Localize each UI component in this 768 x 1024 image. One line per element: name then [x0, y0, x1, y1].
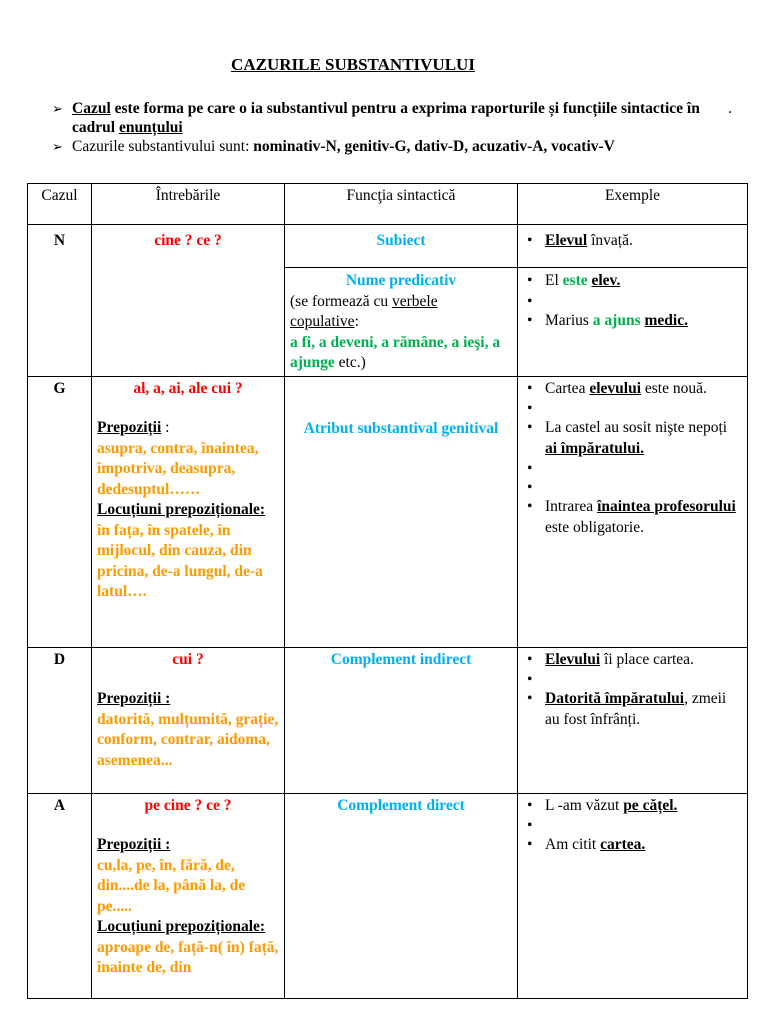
function-atribut: Atribut substantival genitival: [285, 376, 518, 647]
examples-n-subiect: [518, 225, 748, 268]
function-complement-direct: Complement direct: [285, 793, 518, 998]
examples-g: [518, 376, 748, 647]
list-item: • Am citit cartea.: [545, 835, 742, 856]
table-row-d: [28, 647, 748, 793]
prepositions-d: datorită, mulțumită, grație, conform, contrar, aidoma, asemenea...: [97, 710, 279, 769]
questions-a: pe cine ? ce ? Prepoziții : cu,la, pe, în, fără, de, din....de la, până la, de pe..... Locuțiuni prepoziționale: aproape de, față-n( în) față, înainte de, din: [92, 793, 285, 998]
list-item: • La castel au sosit nişte nepoți ai împăratului.: [545, 418, 742, 459]
prepositions-a: cu,la, pe, în, fără, de, din....de la, până la, de pe.....: [97, 856, 246, 915]
case-n: N: [28, 225, 92, 377]
list-item: • Cartea elevului este nouă.: [545, 379, 742, 400]
list-item: • Elevul învață.: [545, 231, 742, 252]
header-intrebarile: Întrebările: [92, 184, 285, 225]
list-item: • El este elev.: [545, 271, 742, 292]
list-item: • Intrarea înaintea profesorului este obligatorie.: [545, 497, 742, 538]
arrow-bullet-icon: ➢: [52, 139, 63, 154]
prepositions-g: asupra, contra, înaintea, împotriva, deasupra, dedesuptul……: [97, 439, 259, 498]
header-functia: Funcţia sintactică: [285, 184, 518, 225]
questions-n: cine ? ce ?: [92, 225, 285, 377]
case-a: A: [28, 793, 92, 998]
locutions-a: aproape de, față-n( în) față, înainte de, din: [97, 938, 279, 976]
list-item: • L -am văzut pe cățel.: [545, 796, 742, 817]
page-title: CAZURILE SUBSTANTIVULUI: [231, 55, 475, 74]
function-complement-indirect: Complement indirect: [285, 647, 518, 793]
locutions-g: în fața, în spatele, în mijlocul, din cauza, din pricina, de-a lungul, de-a latul….: [97, 521, 263, 600]
list-item: • Datorită împăratului, zmeii au fost înfrânți.: [545, 689, 742, 730]
cases-table: [27, 183, 748, 999]
case-d: D: [28, 647, 92, 793]
list-item: • Elevului îi place cartea.: [545, 650, 742, 671]
case-g: G: [28, 376, 92, 647]
intro-bullet-list: ➢ Cazurile substantivului sunt: nominativ-N, genitiv-G, dativ-D, acuzativ-A, vocativ-V: [52, 138, 615, 155]
term-cazul: Cazul: [72, 100, 111, 117]
questions-d: cui ? Prepoziții : datorită, mulțumită, grație, conform, contrar, aidoma, asemenea...: [92, 647, 285, 793]
function-nume-predicativ: Nume predicativ (se formează cu verbele copulative: a fi, a deveni, a rămâne, a ieşi, a ajunge etc.): [285, 268, 518, 377]
examples-n-predicativ: [518, 268, 748, 377]
list-item: • Marius a ajuns medic.: [545, 311, 742, 332]
examples-a: [518, 793, 748, 998]
function-subiect: Subiect: [285, 225, 518, 268]
questions-g: al, a, ai, ale cui ? Prepoziții : asupra, contra, înaintea, împotriva, deasupra, dedesuptul…… Locuțiuni prepoziționale: în fața, în spatele, în mijlocul, din cauza, din pricina, de-a lungul, de-a latul….: [92, 376, 285, 647]
intro-bullets: [52, 99, 732, 156]
table-header-row: [28, 184, 748, 225]
header-cazul: Cazul: [28, 184, 92, 225]
intro-bullet-definition: ➢ Cazul este forma pe care o ia substantivul pentru a exprima raporturile și funcțiile sintactice în cadrul enunțului .: [52, 100, 732, 136]
table-row-n: [28, 225, 748, 268]
arrow-bullet-icon: ➢: [52, 101, 63, 116]
table-row-a: [28, 793, 748, 998]
examples-d: [518, 647, 748, 793]
header-exemple: Exemple: [518, 184, 748, 225]
table-row-g: [28, 376, 748, 647]
